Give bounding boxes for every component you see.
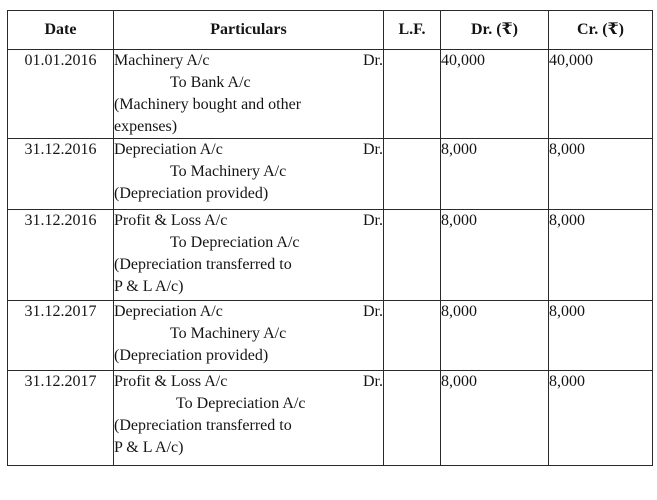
entry-particulars xyxy=(114,210,384,301)
dr-marker: Dr. xyxy=(363,52,383,69)
entry-cr-amount: 8,000 xyxy=(549,301,653,371)
dr-marker: Dr. xyxy=(363,212,383,229)
entry-date: 31.12.2017 xyxy=(8,371,114,466)
header-lf: L.F. xyxy=(384,11,441,50)
debit-account: Depreciation A/c xyxy=(114,141,223,158)
entry-date: 31.12.2017 xyxy=(8,301,114,371)
header-cr: Cr. (₹) xyxy=(549,11,653,50)
debit-line xyxy=(114,210,383,232)
dr-marker: Dr. xyxy=(363,373,383,390)
entry-cr-amount: 8,000 xyxy=(549,210,653,301)
credit-account: To Machinery A/c xyxy=(170,163,287,180)
entry-date: 31.12.2016 xyxy=(8,210,114,301)
debit-account: Depreciation A/c xyxy=(114,303,223,320)
dr-marker: Dr. xyxy=(363,303,383,320)
header-date: Date xyxy=(8,11,114,50)
entry-cr-amount: 8,000 xyxy=(549,139,653,210)
narration-line: (Depreciation transferred to xyxy=(114,417,292,434)
narration-line: (Depreciation provided) xyxy=(114,185,269,202)
table-row xyxy=(8,371,653,466)
entry-particulars xyxy=(114,139,384,210)
narration-line: (Depreciation transferred to xyxy=(114,256,292,273)
debit-account: Profit & Loss A/c xyxy=(114,212,228,229)
entry-dr-amount: 40,000 xyxy=(441,50,549,139)
narration-line: expenses) xyxy=(114,118,178,135)
credit-account: To Machinery A/c xyxy=(170,325,287,342)
entry-lf xyxy=(384,371,441,466)
header-particulars: Particulars xyxy=(114,11,384,50)
debit-line xyxy=(114,301,383,323)
entry-lf xyxy=(384,50,441,139)
journal-entries-table xyxy=(7,10,653,466)
entry-lf xyxy=(384,139,441,210)
table-row xyxy=(8,301,653,371)
entry-dr-amount: 8,000 xyxy=(441,301,549,371)
debit-line xyxy=(114,139,383,161)
entry-dr-amount: 8,000 xyxy=(441,371,549,466)
narration-line: P & L A/c) xyxy=(114,439,184,456)
dr-marker: Dr. xyxy=(363,141,383,158)
narration-line: P & L A/c) xyxy=(114,278,184,295)
entry-particulars xyxy=(114,301,384,371)
entry-date: 31.12.2016 xyxy=(8,139,114,210)
entry-particulars xyxy=(114,371,384,466)
entry-date: 01.01.2016 xyxy=(8,50,114,139)
credit-account: To Depreciation A/c xyxy=(170,234,300,251)
debit-line xyxy=(114,50,383,72)
debit-line xyxy=(114,371,383,393)
entry-particulars xyxy=(114,50,384,139)
entry-cr-amount: 40,000 xyxy=(549,50,653,139)
entry-dr-amount: 8,000 xyxy=(441,139,549,210)
narration-line: (Machinery bought and other xyxy=(114,96,302,113)
table-row xyxy=(8,139,653,210)
narration-line: (Depreciation provided) xyxy=(114,347,269,364)
entry-dr-amount: 8,000 xyxy=(441,210,549,301)
credit-account: To Bank A/c xyxy=(170,74,251,91)
table-row xyxy=(8,210,653,301)
debit-account: Profit & Loss A/c xyxy=(114,373,228,390)
entry-lf xyxy=(384,301,441,371)
debit-account: Machinery A/c xyxy=(114,52,210,69)
header-dr: Dr. (₹) xyxy=(441,11,549,50)
table-row xyxy=(8,50,653,139)
header-row xyxy=(8,11,653,50)
entry-cr-amount: 8,000 xyxy=(549,371,653,466)
entry-lf xyxy=(384,210,441,301)
credit-account: To Depreciation A/c xyxy=(176,395,306,412)
